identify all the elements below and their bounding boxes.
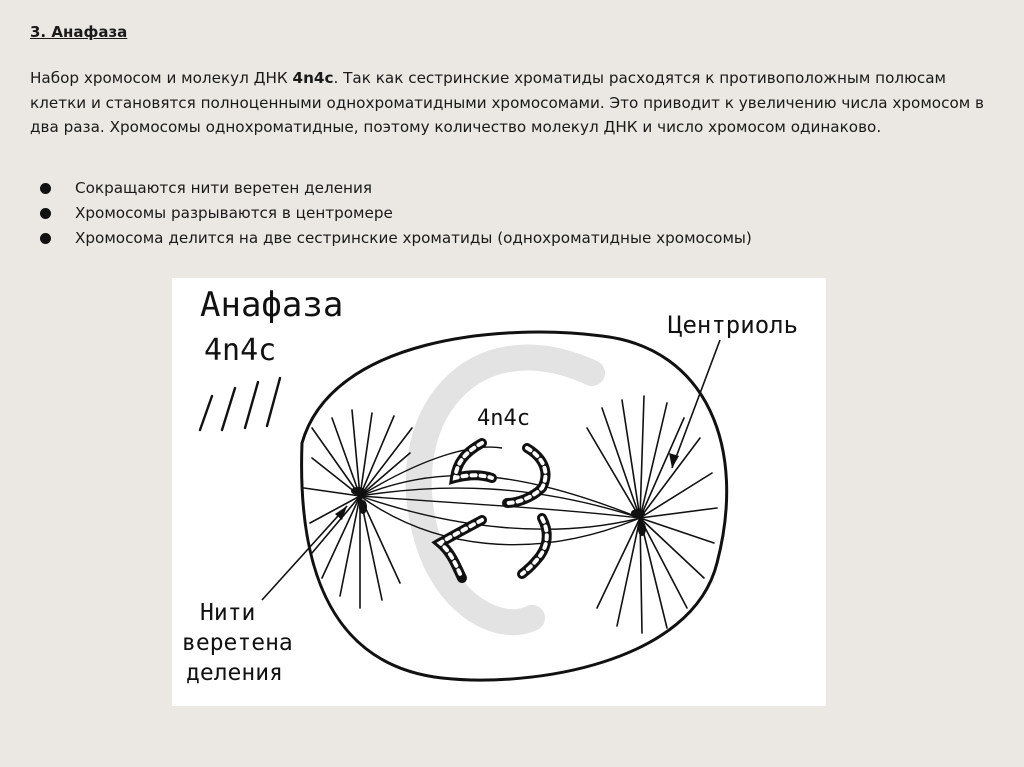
- bullet-item: Хромосомы разрываются в центромере: [40, 201, 752, 226]
- anaphase-figure: [172, 278, 826, 706]
- bullet-dot-icon: [40, 208, 51, 219]
- bullet-list: [40, 176, 752, 251]
- left-aster: [304, 410, 412, 608]
- center-label-4n4c: 4n4c: [477, 406, 530, 431]
- spindle-label-line1: Нити: [200, 600, 256, 626]
- chromosomes: [440, 443, 547, 578]
- figure-title: Анафаза: [200, 285, 344, 325]
- anaphase-diagram: [172, 278, 826, 706]
- bullet-item: Хромосома делится на две сестринские хроматиды (однохроматидные хромосомы): [40, 226, 752, 251]
- description-paragraph: [30, 66, 1005, 140]
- paragraph-bold-4n4c: 4n4c: [292, 69, 334, 87]
- bullet-dot-icon: [40, 233, 51, 244]
- slide-title: 3. Анафаза: [30, 23, 128, 41]
- centriole-label: Центриоль: [668, 311, 799, 339]
- spindle-fibers: [360, 447, 640, 545]
- tally-marks: [200, 378, 280, 430]
- spindle-label-line2: веретена: [182, 630, 293, 656]
- bullet-item: Сокращаются нити веретен деления: [40, 176, 752, 201]
- chromatid: [507, 448, 546, 503]
- bullet-dot-icon: [40, 183, 51, 194]
- paragraph-text-start: Набор хромосом и молекул ДНК: [30, 69, 293, 87]
- centriole-arrow: [672, 340, 720, 468]
- spindle-label-line3: деления: [186, 660, 283, 686]
- paragraph-text-end: . Так как сестринские хроматиды расходятся к противоположным полюсам клетки и становятся полноценными однохроматидными хромосомами. Это приводит к увеличению числа хромосом в два раза. Хромосомы однохроматидные, поэтому количество молекул ДНК и число хромосом одинаково.: [30, 69, 984, 136]
- figure-subtitle-4n4c: 4n4c: [204, 333, 277, 368]
